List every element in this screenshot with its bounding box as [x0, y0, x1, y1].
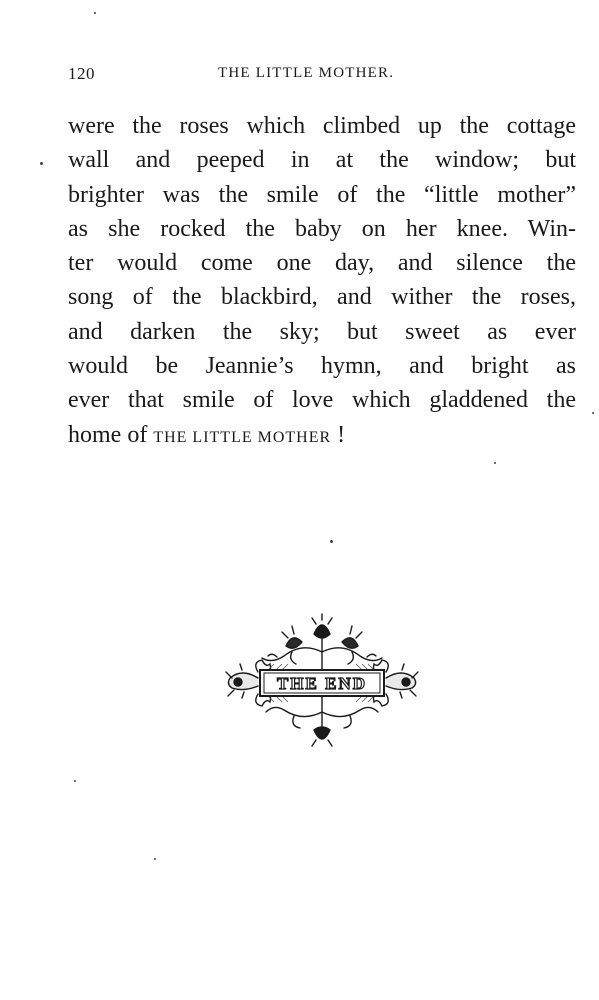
text-line: and darken the sky; but sweet as ever [68, 318, 576, 345]
text-line: ever that smile of love which gladdened the [68, 387, 576, 414]
paper-speck [154, 858, 156, 860]
text-line: were the roses which climbed up the cottage [68, 113, 576, 139]
text-line: song of the blackbird, and wither the roses, [68, 284, 576, 311]
paper-speck [494, 462, 496, 464]
paper-speck [40, 162, 43, 165]
book-title-smallcaps: THE LITTLE MOTHER [153, 428, 332, 446]
paper-speck [74, 780, 76, 782]
paper-speck [330, 540, 333, 543]
last-line-suffix: ! [337, 421, 346, 448]
running-title: THE LITTLE MOTHER. [218, 65, 395, 81]
page-number: 120 [68, 64, 95, 83]
running-head [68, 64, 578, 88]
paper-speck [94, 12, 96, 14]
text-line: wall and peeped in at the window; but [68, 147, 576, 174]
paper-speck [592, 412, 594, 414]
last-line-prefix: home of [68, 421, 148, 448]
text-line: brighter was the smile of the “little mother” [68, 181, 576, 208]
text-line: would be Jeannie’s hymn, and bright as [68, 353, 576, 380]
text-line: ter would come one day, and silence the [68, 250, 576, 277]
text-line: as she rocked the baby on her knee. Win- [68, 215, 576, 242]
thistle-ornament-icon [222, 612, 422, 752]
body-text [68, 109, 576, 452]
the-end-label: THE END [276, 674, 368, 693]
text-line-last [68, 418, 576, 452]
